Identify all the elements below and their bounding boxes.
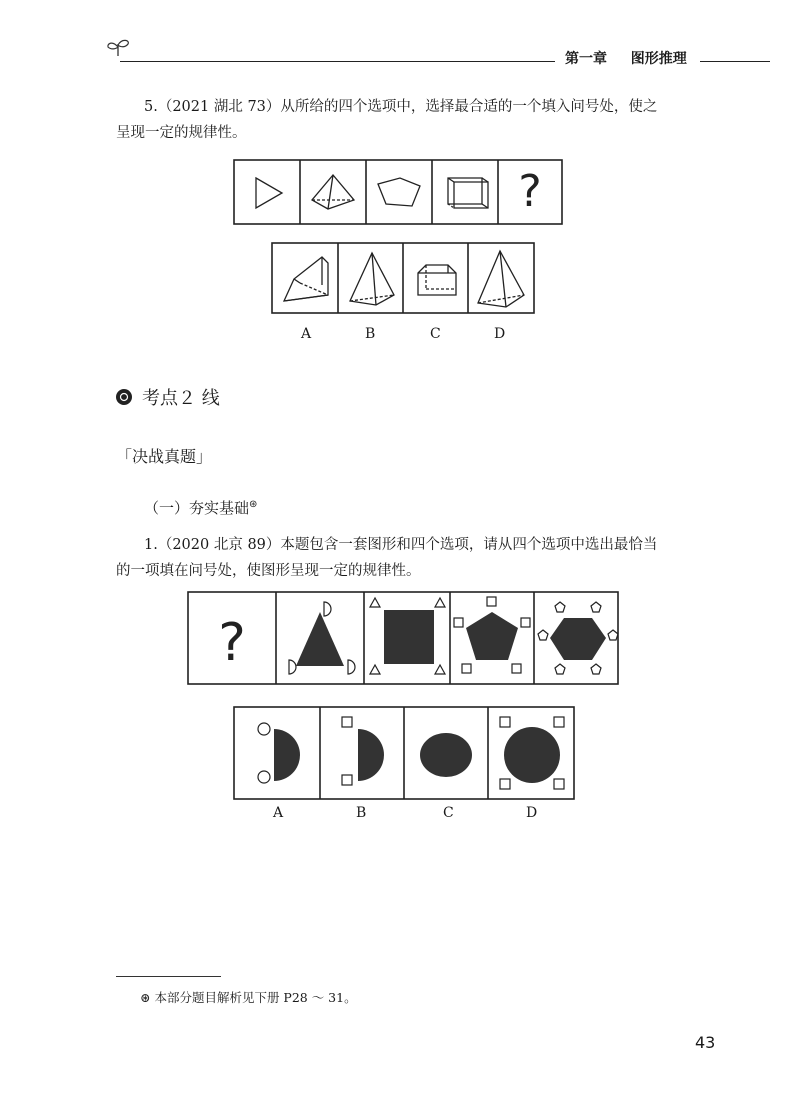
q5-option-label-a: A — [301, 326, 312, 342]
section-title: 考点２ 线 — [142, 388, 220, 409]
pentagon-shape — [378, 178, 420, 206]
question-1-text — [116, 532, 716, 584]
question-1-line1: 1.（2020 北京 89）本题包含一套图形和四个选项，请从四个选项中选出最恰当 — [144, 537, 658, 553]
option-b-pyramid — [350, 253, 394, 305]
q1-option-label-d: D — [526, 805, 538, 821]
q1-option-label-a: A — [273, 805, 284, 821]
question-mark: ? — [518, 166, 542, 217]
question-1-line2: 的一项填在问号处，使图形呈现一定的规律性。 — [116, 563, 421, 579]
pyramid-shape — [312, 175, 354, 209]
footnote: ⊛ 本部分题目解析见下册 P28 ～ 31。 — [140, 990, 357, 1005]
option-d-circle — [500, 717, 564, 789]
footnote-rule — [116, 976, 221, 977]
question-5-figure-row — [234, 160, 564, 226]
option-b-half-circle — [342, 717, 384, 785]
option-c-house-prism — [418, 265, 456, 295]
footnote-marker: ⊛ — [249, 499, 258, 510]
chapter-label: 第一章 — [565, 51, 607, 67]
filled-square-shape — [370, 598, 445, 674]
option-d-pyramid — [478, 251, 524, 307]
page-number: 43 — [695, 1033, 716, 1052]
filled-triangle-shape — [289, 602, 355, 674]
bracket-heading: 「决战真题」 — [116, 447, 213, 466]
question-5-line2: 呈现一定的规律性。 — [116, 125, 247, 141]
question-5-options-row — [272, 243, 536, 315]
option-a-solid — [284, 257, 328, 301]
running-header — [565, 48, 687, 68]
sprout-logo — [106, 38, 136, 58]
prism-shape — [448, 178, 488, 208]
q5-option-label-b: B — [365, 326, 376, 342]
question-mark: ? — [218, 613, 246, 673]
question-1-figure-row — [188, 592, 620, 686]
q1-option-label-c: C — [443, 805, 454, 821]
subheading — [144, 497, 257, 518]
triangle-shape — [256, 178, 282, 208]
filled-pentagon-shape — [454, 597, 530, 673]
option-c-circle — [420, 733, 472, 777]
q5-option-label-d: D — [494, 326, 506, 342]
section-bullet-icon — [115, 388, 135, 408]
q1-option-label-b: B — [356, 805, 367, 821]
q5-option-label-c: C — [430, 326, 441, 342]
header-rule-right — [700, 61, 770, 62]
question-5-text — [116, 94, 716, 146]
header-rule-left — [120, 61, 555, 62]
subheading-text: （一）夯实基础 — [144, 499, 250, 517]
filled-hexagon-shape — [538, 602, 618, 674]
question-1-options-row — [234, 707, 576, 801]
chapter-title: 图形推理 — [630, 51, 687, 67]
question-5-line1: 5.（2021 湖北 73）从所给的四个选项中，选择最合适的一个填入问号处，使之 — [144, 99, 658, 115]
option-a-half-circle — [258, 723, 300, 783]
